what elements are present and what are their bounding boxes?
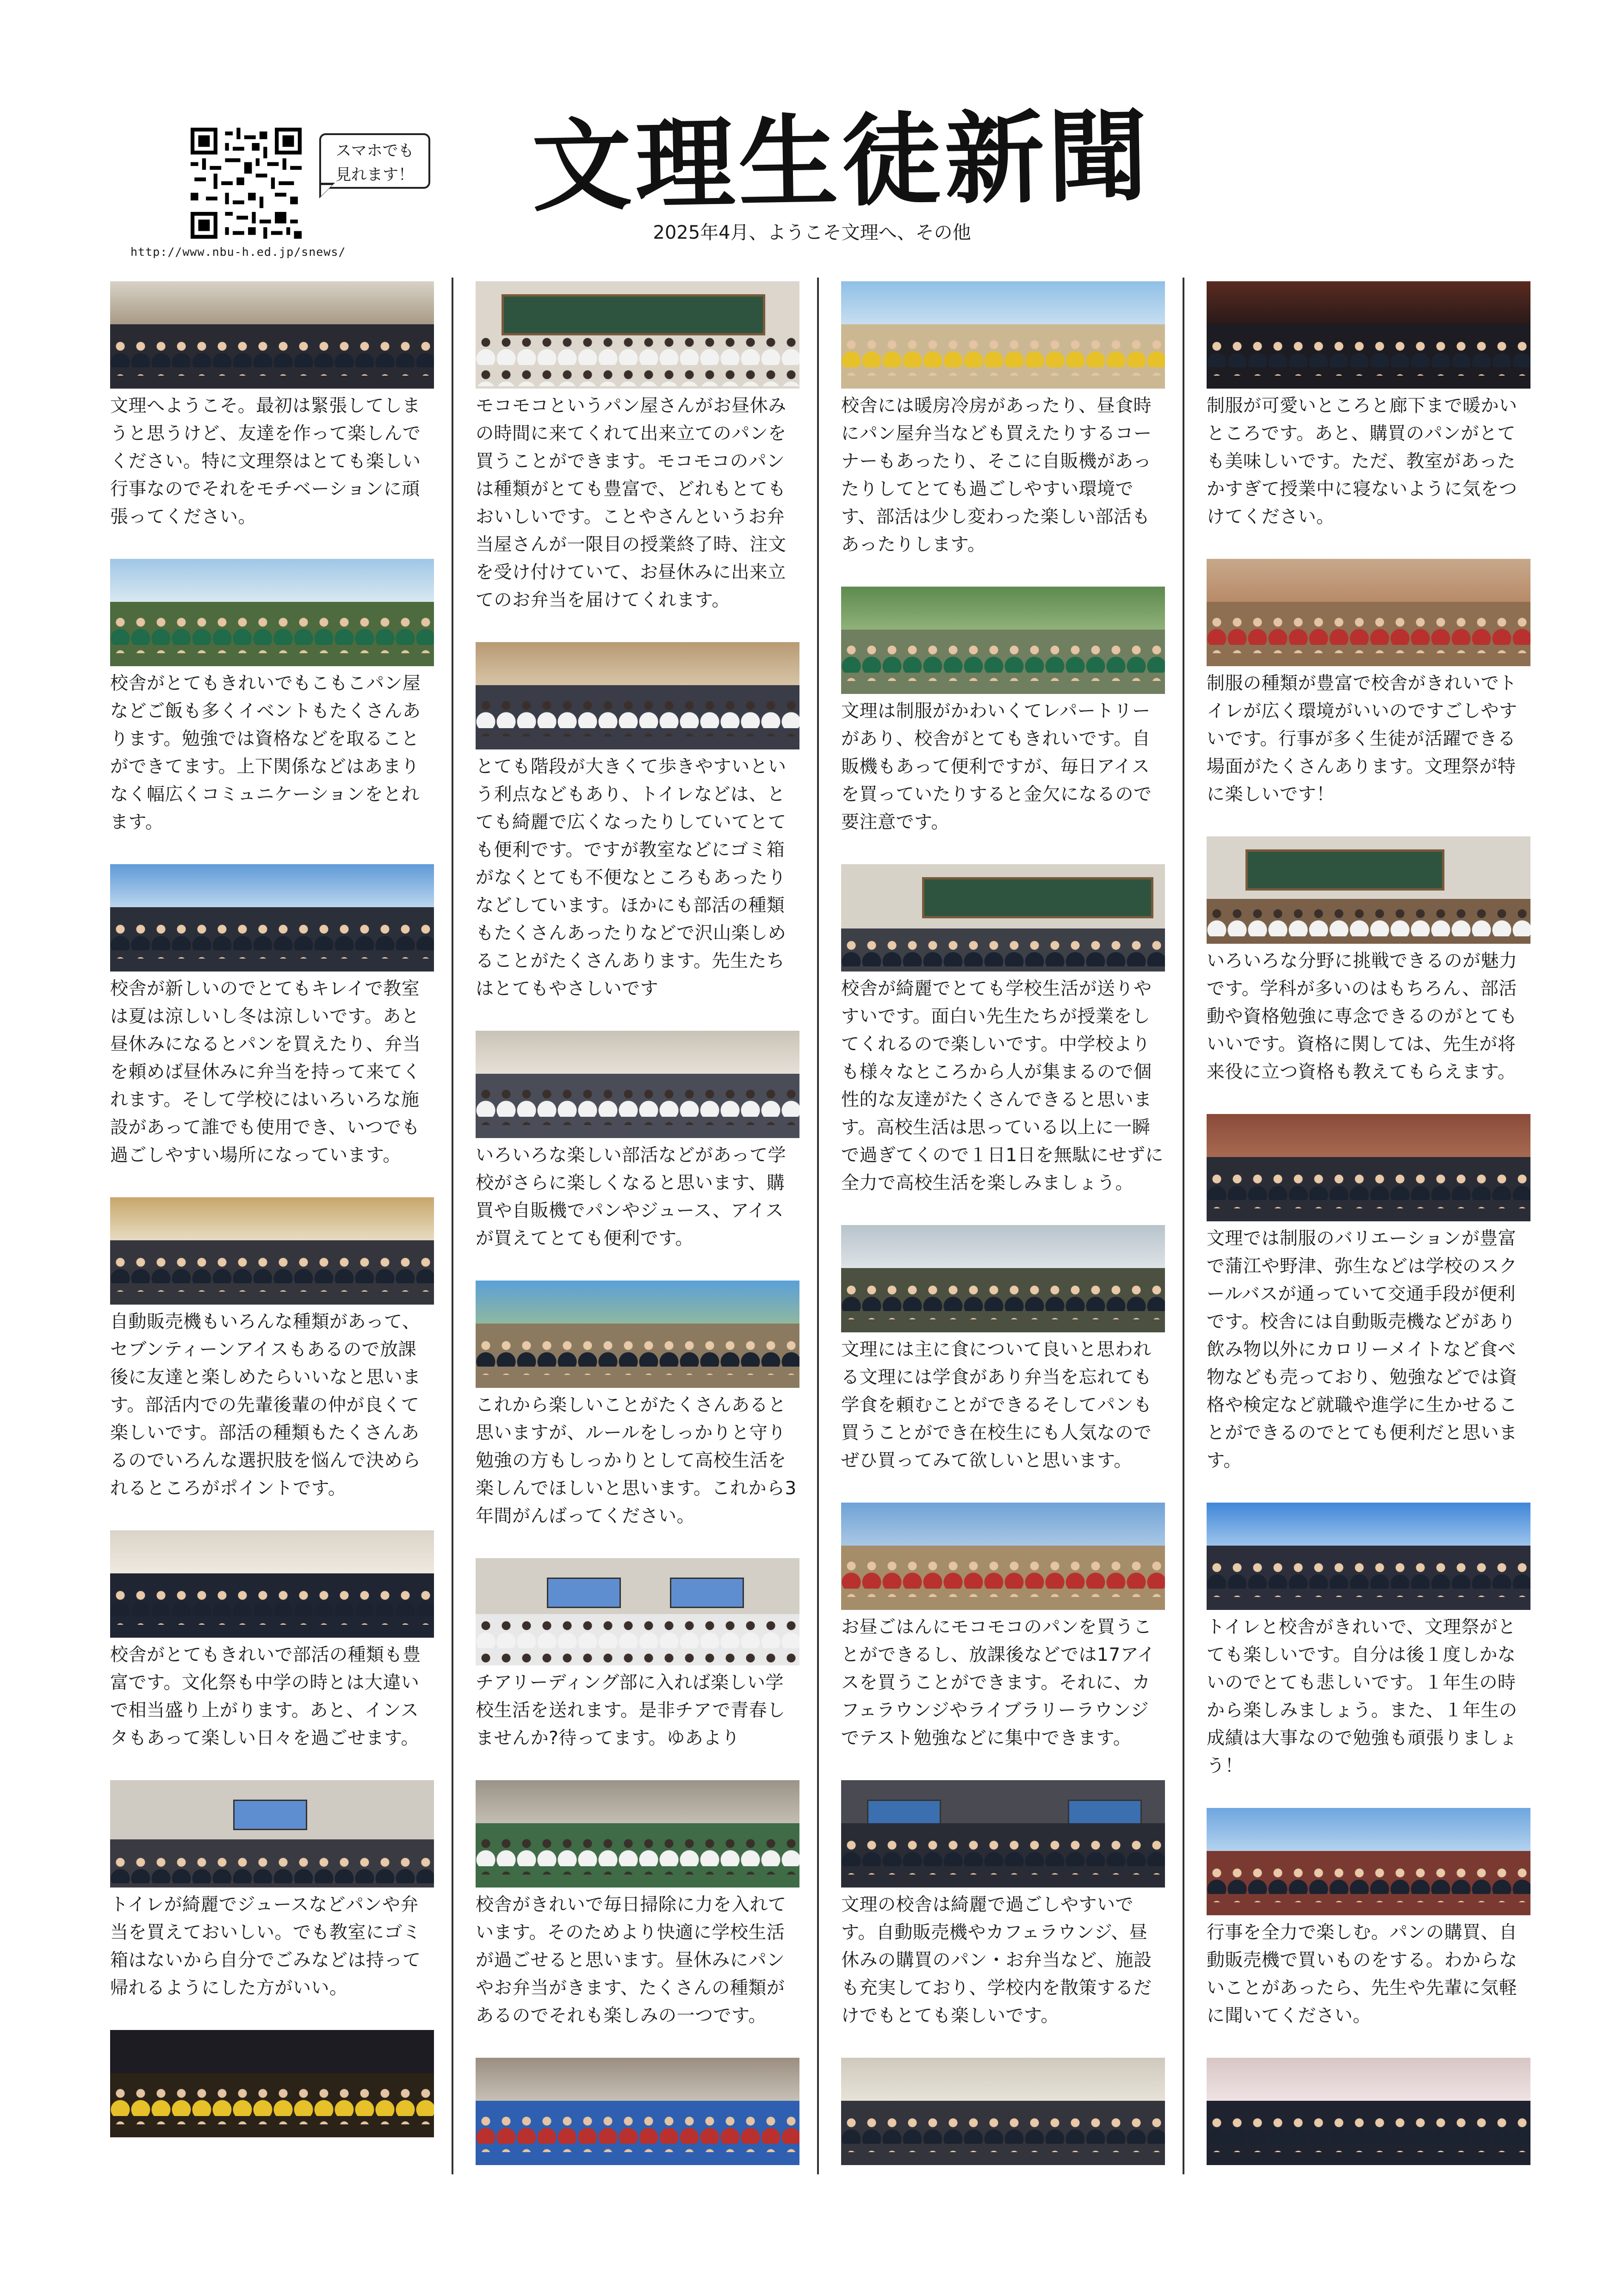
callout-tail-inner xyxy=(321,185,332,196)
qr-code[interactable] xyxy=(191,128,302,239)
article-text: 制服の種類が豊富で校舎がきれいでトイレが広く環境がいいのですごしやすいです。行事が多く生徒が活躍できる場面がたくさんあります。文理祭が特に楽しいです！ xyxy=(1207,673,1518,805)
column-divider xyxy=(817,278,819,2174)
article-text: いろいろな楽しい部活などがあって学校がさらに楽しくなると思います、購買や自販機でパンやジュース、アイスが買えてとても便利です。 xyxy=(476,1145,787,1249)
photo-group-building xyxy=(476,1281,799,1388)
photo-gym-overhead xyxy=(476,1780,799,1888)
column-2 xyxy=(476,281,799,2173)
article xyxy=(476,642,799,1003)
article xyxy=(476,281,799,614)
photo-military-vehicle xyxy=(841,1225,1165,1332)
article-text: 文理の校舎は綺麗で過ごしやすいです。自動販売機やカフェラウンジ、昼休みの購買のパン・お弁当など、施設も充実しており、学校内を散策するだけでもとても楽しいです。 xyxy=(841,1894,1152,2026)
column-divider xyxy=(452,278,453,2174)
column-4 xyxy=(1207,281,1530,2173)
photo-club-banner xyxy=(841,587,1165,694)
article xyxy=(110,559,434,836)
qr-callout-line1: スマホでも xyxy=(335,142,414,160)
article xyxy=(841,1225,1165,1475)
article xyxy=(1207,281,1530,531)
article xyxy=(476,1031,799,1253)
article-text: 校舎が新しいのでとてもキレイで教室は夏は涼しいし冬は涼しいです。あと昼休みになるとパンを買えたり、弁当を頼めば昼休みに弁当を持って来てくれます。そして学校にはいろいろな施設があって誰でも使用でき、いつでも過ごしやすい場所になっています。 xyxy=(110,978,421,1166)
photo-museum-group xyxy=(1207,1114,1530,1221)
article xyxy=(110,1780,434,2002)
photo-ship-launch xyxy=(1207,1808,1530,1915)
photo-beach-group xyxy=(841,281,1165,389)
article-text: トイレと校舎がきれいで、文理祭がとても楽しいです。自分は後１度しかないのでとても悲しいです。１年生の時から楽しみましょう。また、１年生の成績は大事なので勉強も頑張りましょう！ xyxy=(1207,1617,1518,1776)
photo-classroom-blackboard xyxy=(1207,836,1530,944)
article-text: お昼ごはんにモコモコのパンを買うことができるし、放課後などでは17アイスを買うことができます。それに、カフェラウンジやライブラリーラウンジでテスト勉強などに集中できます。 xyxy=(841,1617,1156,1749)
article-text: 校舎がきれいで毎日掃除に力を入れています。そのためより快適に学校生活が過ごせると思います。昼休みにパンやお弁当がきます、たくさんの種類があるのでそれも楽しみの一つです。 xyxy=(476,1894,787,2026)
photo-ceremony-hall xyxy=(110,281,434,389)
photo-ship-group xyxy=(1207,1503,1530,1610)
article-text: 文理へようこそ。最初は緊張してしまうと思うけど、友達を作って楽しんでください。特に文理祭はとても楽しい行事なのでそれをモチベーションに頑張ってください。 xyxy=(110,396,421,527)
article-text: いろいろな分野に挑戦できるのが魅力です。学科が多いのはもちろん、部活動や資格勉強に専念できるのがとてもいいです。資格に関しては、先生が将来役に立つ資格も教えてもらえます。 xyxy=(1207,951,1518,1083)
photo-classroom-teacher xyxy=(841,864,1165,972)
photo-group-outdoor xyxy=(110,559,434,666)
article-text: 自動販売機もいろんな種類があって、セブンティーンアイスもあるので放課後に友達と楽しめたらいいなと思います。部活内での先輩後輩の仲が良くて楽しいです。部活の種類もたくさんあるのでいろんな選択肢を悩んで決められるところがポイントです。 xyxy=(110,1312,421,1499)
photo-students-selfie xyxy=(1207,2058,1530,2165)
article-text: トイレが綺麗でジュースなどパンや弁当を買えておいしい。でも教室にゴミ箱はないから自分でごみなどは持って帰れるようにした方がいい。 xyxy=(110,1894,421,1999)
masthead-title: 文理生徒新聞 xyxy=(531,97,1152,225)
article xyxy=(110,1197,434,1503)
photo-festival-night xyxy=(1207,281,1530,389)
article xyxy=(841,587,1165,836)
qr-callout-line2: 見れます！ xyxy=(335,166,414,184)
column-divider xyxy=(1183,278,1184,2174)
article-text: 校舎には暖房冷房があったり、昼食時にパン屋弁当なども買えたりするコーナーもあったり、そこに自販機があったりしてとても過ごしやすい環境です、部活は少し変わった楽しい部活もあったりします。 xyxy=(841,396,1152,555)
photo-hall-screens xyxy=(476,1558,799,1665)
article xyxy=(1207,2058,1530,2165)
article-text: 校舎がとてもきれいで部活の種類も豊富です。文化祭も中学の時とは大違いで相当盛り上がります。あと、インスタもあって楽しい日々を過ごせます。 xyxy=(110,1645,421,1749)
article xyxy=(110,2030,434,2137)
article xyxy=(476,1558,799,1752)
article xyxy=(841,281,1165,559)
article xyxy=(1207,836,1530,1086)
photo-sports-day xyxy=(1207,559,1530,666)
photo-students-posing xyxy=(110,1530,434,1638)
article-text: 文理は制服がかわいくてレパートリーがあり、校舎がとてもきれいです。自販機もあって便利ですが、毎日アイスを買っていたりすると金欠になるので要注意です。 xyxy=(841,701,1152,833)
article-text: とても階段が大きくて歩きやすいという利点などもあり、トイレなどは、とても綺麗で広くなったりしていてとても便利です。ですが教室などにゴミ箱がなくとても不便なところもあったりなどしています。ほかにも部活の種類もたくさんあったりなどで沢山楽しめることがたくさんあります。先生たちはとてもやさしいです xyxy=(476,756,787,999)
photo-cheerleading xyxy=(476,2058,799,2165)
issue-line: 2025年4月、ようこそ文理へ、その他 xyxy=(653,222,971,243)
article xyxy=(841,1503,1165,1752)
article xyxy=(1207,559,1530,809)
photo-kids-group xyxy=(841,2058,1165,2165)
qr-callout xyxy=(319,133,430,189)
article xyxy=(476,2058,799,2165)
article-text: 校舎がとてもきれいでもこもこパン屋などご飯も多くイベントもたくさんあります。勉強では資格などを取ることができてます。上下関係などはあまりなく幅広くコミュニケーションをとれます。 xyxy=(110,673,421,833)
article xyxy=(110,1530,434,1752)
article-text: 文理では制服のバリエーションが豊富で蒲江や野津、弥生などは学校のスクールバスが通っていて交通手段が便利です。校舎には自動販売機などがあり飲み物以外にカロリーメイトなど食べ物なども売っており、勉強などでは資格や検定など就職や進学に生かせることができるのでとても便利だと思います。 xyxy=(1207,1228,1518,1471)
photo-classroom-newspapers xyxy=(476,281,799,389)
article xyxy=(476,1281,799,1530)
photo-gym-assembly xyxy=(476,642,799,749)
article xyxy=(110,281,434,531)
article-text: 文理には主に食について良いと思われる文理には学食があり弁当を忘れても学食を頼むことができるそしてパンも買うことができ在校生にも人気なのでぜひ買ってみて欲しいと思います。 xyxy=(841,1339,1152,1471)
article xyxy=(841,1780,1165,2030)
column-3 xyxy=(841,281,1165,2173)
photo-classroom-lesson xyxy=(476,1031,799,1138)
article xyxy=(110,864,434,1170)
article xyxy=(1207,1808,1530,2030)
article xyxy=(476,1780,799,2030)
article-text: チアリーディング部に入れば楽しい学校生活を送れます。是非チアで青春しませんか?待ってます。ゆあより xyxy=(476,1672,786,1749)
article-text: 行事を全力で楽しむ。パンの購買、自動販売機で買いものをする。わからないことがあったら、先生や先輩に気軽に聞いてください。 xyxy=(1207,1922,1518,2026)
photo-crowd-port xyxy=(110,864,434,972)
article-text: モコモコというパン屋さんがお昼休みの時間に来てくれて出来立てのパンを買うことができます。モコモコのパンは種類がとても豊富で、どれもとてもおいしいです。ことやさんというお弁当屋さんが一限目の授業終了時、注文を受け付けていて、お昼休みに出来立てのお弁当を届けてくれます。 xyxy=(476,396,787,611)
article xyxy=(841,2058,1165,2165)
article-text: 校舎が綺麗でとても学校生活が送りやすいです。面白い先生たちが授業をしてくれるので楽しいです。中学校よりも様々なところから人が集まるので個性的な友達がたくさんできると思います。高校生活は思っている以上に一瞬で過ぎてくので１日1日を無駄にせずに全力で高校生活を楽しみましょう。 xyxy=(841,978,1164,1194)
article xyxy=(1207,1114,1530,1475)
photo-stage-dance xyxy=(110,2030,434,2137)
newspaper-url[interactable]: http://www.nbu-h.ed.jp/snews/ xyxy=(130,245,346,259)
photo-booth xyxy=(110,1197,434,1305)
article-text: これから楽しいことがたくさんあると思いますが、ルールをしっかりと守り勉強の方もしっかりとして高校生活を楽しんでほしいと思います。これから3年間がんばってください。 xyxy=(476,1395,797,1527)
article xyxy=(1207,1503,1530,1780)
article-text: 制服が可愛いところと廊下まで暖かいところです。あと、購買のパンがとても美味しいです。ただ、教室があったかすぎて授業中に寝ないように気をつけてください。 xyxy=(1207,396,1518,527)
column-1 xyxy=(110,281,434,2173)
article xyxy=(841,864,1165,1197)
photo-sports-field xyxy=(841,1503,1165,1610)
photo-classroom-presentation xyxy=(110,1780,434,1888)
photo-presentation-room xyxy=(841,1780,1165,1888)
